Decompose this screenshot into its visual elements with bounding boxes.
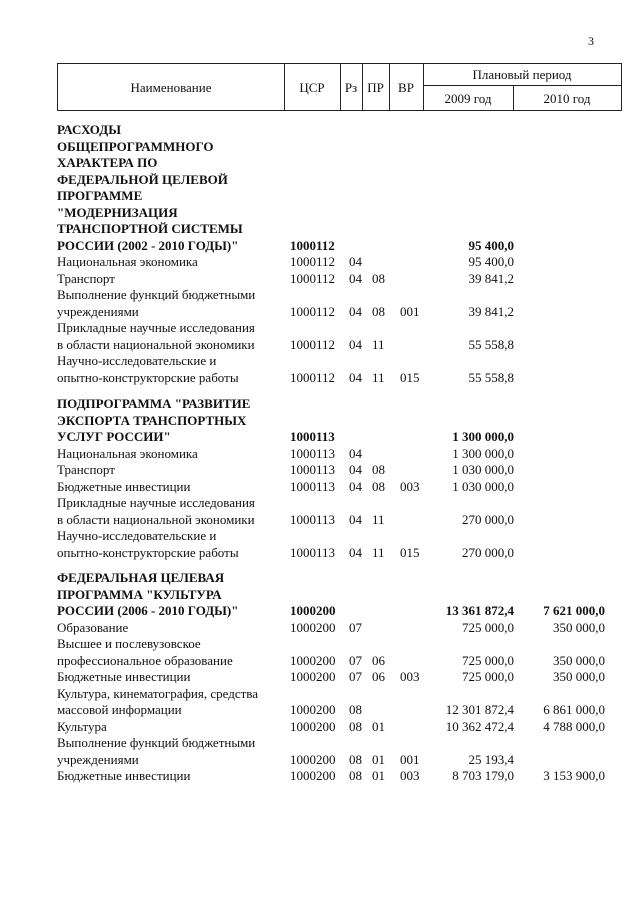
row-value-2009: 10 362 472,4 [445, 718, 514, 734]
row-name-line: Образование [57, 619, 129, 635]
row-value-2009: 95 400,0 [468, 254, 514, 269]
row-vr: 003 [400, 669, 420, 684]
section-title-line: ТРАНСПОРТНОЙ СИСТЕМЫ [57, 221, 243, 236]
row-csr: 1000200 [290, 751, 336, 767]
row-value-2009: 39 841,2 [468, 270, 514, 286]
section-total-value-2009: 1 300 000,0 [452, 429, 514, 444]
row-vr: 015 [400, 544, 420, 560]
row-value-2009: 725 000,0 [462, 652, 514, 668]
row-pr: 06 [372, 669, 385, 684]
row-value-2009: 1 300 000,0 [452, 445, 514, 461]
row-value-2009: 55 558,8 [468, 336, 514, 352]
section-total-value-2009: 13 361 872,4 [445, 603, 514, 618]
row-pr: 08 [372, 303, 385, 319]
section-title-line: ФЕДЕРАЛЬНАЯ ЦЕЛЕВАЯ [57, 570, 225, 585]
row-rz: 08 [349, 768, 362, 783]
row-name-line: в области национальной экономики [57, 511, 255, 527]
row-vr: 003 [400, 478, 420, 494]
row-rz: 07 [349, 669, 362, 684]
row-vr: 001 [400, 751, 420, 767]
row-value-2010: 4 788 000,0 [543, 718, 605, 734]
row-name-line: Бюджетные инвестиции [57, 669, 191, 684]
row-name-line: Научно-исследовательские и [57, 353, 217, 368]
header-year-2009: 2009 год [444, 91, 492, 106]
header-divider [423, 85, 621, 86]
section-title-line: ЭКСПОРТА ТРАНСПОРТНЫХ [57, 412, 247, 428]
table-header [57, 63, 622, 111]
section-title-line: ПОДПРОГРАММА "РАЗВИТИЕ [57, 396, 251, 411]
row-pr: 11 [372, 511, 385, 527]
row-value-2009: 270 000,0 [462, 544, 514, 560]
section-title-line: РОССИИ (2002 - 2010 ГОДЫ)" [57, 237, 239, 253]
row-vr: 015 [400, 369, 420, 385]
section-total-csr: 1000113 [290, 429, 335, 444]
row-name-line: опытно-конструкторские работы [57, 544, 239, 560]
row-csr: 1000112 [290, 254, 336, 269]
row-csr: 1000200 [290, 619, 336, 635]
section-title-line: ФЕДЕРАЛЬНОЙ ЦЕЛЕВОЙ [57, 171, 228, 187]
row-rz: 04 [349, 478, 362, 494]
row-name-line: Выполнение функций бюджетными [57, 287, 256, 302]
row-name-line: Научно-исследовательские и [57, 528, 217, 543]
row-value-2009: 8 703 179,0 [452, 768, 514, 783]
row-value-2009: 725 000,0 [462, 669, 514, 684]
row-name-line: Культура, кинематография, средства [57, 685, 259, 701]
row-pr: 08 [372, 478, 385, 494]
section-title-line: ХАРАКТЕРА ПО [57, 155, 158, 170]
row-csr: 1000200 [290, 702, 336, 717]
row-csr: 1000113 [290, 544, 336, 560]
row-rz: 04 [349, 254, 362, 269]
row-value-2009: 55 558,8 [468, 369, 514, 385]
row-rz: 04 [349, 511, 362, 527]
section-title-line: УСЛУГ РОССИИ" [57, 429, 171, 444]
row-vr: 003 [400, 768, 420, 783]
page-number: 3 [588, 34, 594, 48]
row-csr: 1000200 [290, 652, 336, 668]
row-name-line: учреждениями [57, 303, 139, 319]
row-rz: 04 [349, 462, 362, 477]
row-name-line: Бюджетные инвестиции [57, 768, 191, 783]
row-csr: 1000113 [290, 445, 336, 461]
row-rz: 07 [349, 619, 362, 635]
row-value-2009: 25 193,4 [468, 751, 514, 767]
row-value-2009: 725 000,0 [462, 619, 514, 635]
row-csr: 1000200 [290, 768, 336, 783]
row-rz: 08 [349, 751, 362, 767]
row-name-line: Высшее и послевузовское [57, 636, 201, 651]
row-value-2010: 350 000,0 [553, 619, 605, 635]
row-value-2009: 270 000,0 [462, 511, 514, 527]
row-name-line: в области национальной экономики [57, 336, 255, 352]
row-pr: 01 [372, 751, 385, 767]
row-value-2010: 3 153 900,0 [543, 768, 605, 783]
row-value-2010: 350 000,0 [553, 652, 605, 668]
row-name-line: Транспорт [57, 462, 115, 477]
row-csr: 1000113 [290, 511, 336, 527]
row-csr: 1000112 [290, 369, 336, 385]
row-rz: 08 [349, 718, 362, 734]
row-csr: 1000112 [290, 336, 336, 352]
row-value-2009: 12 301 872,4 [445, 702, 514, 717]
row-name-line: Транспорт [57, 270, 115, 286]
row-pr: 11 [372, 544, 385, 560]
row-pr: 11 [372, 369, 385, 385]
row-rz: 04 [349, 270, 362, 286]
row-value-2010: 350 000,0 [553, 669, 605, 684]
row-name-line: опытно-конструкторские работы [57, 369, 239, 385]
header-vr: ВР [398, 80, 414, 95]
section-title-line: РОССИИ (2006 - 2010 ГОДЫ)" [57, 603, 239, 618]
row-pr: 06 [372, 652, 385, 668]
header-planned-period: Плановый период [472, 67, 572, 82]
row-name-line: Прикладные научные исследования [57, 495, 255, 510]
row-name-line: массовой информации [57, 702, 182, 717]
row-value-2009: 1 030 000,0 [452, 478, 514, 494]
row-pr: 01 [372, 718, 385, 734]
row-name-line: Национальная экономика [57, 254, 198, 269]
section-total-value-2009: 95 400,0 [468, 237, 514, 253]
section-title-line: ОБЩЕПРОГРАММНОГО [57, 138, 214, 154]
row-rz: 07 [349, 652, 362, 668]
section-title-line: ПРОГРАММА "КУЛЬТУРА [57, 586, 222, 602]
section-total-value-2010: 7 621 000,0 [543, 603, 605, 618]
row-vr: 001 [400, 303, 420, 319]
row-rz: 04 [349, 336, 362, 352]
row-value-2009: 39 841,2 [468, 303, 514, 319]
row-pr: 08 [372, 462, 385, 477]
section-total-csr: 1000112 [290, 237, 335, 253]
row-csr: 1000113 [290, 462, 336, 477]
row-csr: 1000200 [290, 669, 336, 684]
row-pr: 01 [372, 768, 385, 783]
row-rz: 08 [349, 702, 362, 717]
row-name-line: учреждениями [57, 751, 139, 767]
header-csr: ЦСР [299, 80, 325, 95]
row-name-line: Культура [57, 718, 107, 734]
row-name-line: профессиональное образование [57, 652, 233, 668]
row-rz: 04 [349, 544, 362, 560]
row-csr: 1000112 [290, 270, 336, 286]
row-csr: 1000113 [290, 478, 336, 494]
row-pr: 11 [372, 336, 385, 352]
row-name-line: Национальная экономика [57, 445, 198, 461]
header-rz: Рз [344, 80, 358, 95]
section-total-csr: 1000200 [290, 603, 336, 618]
row-value-2010: 6 861 000,0 [543, 702, 605, 717]
section-title-line: РАСХОДЫ [57, 122, 121, 137]
row-value-2009: 1 030 000,0 [452, 462, 514, 477]
section-title-line: "МОДЕРНИЗАЦИЯ [57, 204, 178, 220]
row-csr: 1000200 [290, 718, 336, 734]
row-rz: 04 [349, 303, 362, 319]
row-csr: 1000112 [290, 303, 336, 319]
row-name-line: Бюджетные инвестиции [57, 478, 191, 494]
row-name-line: Прикладные научные исследования [57, 320, 255, 335]
header-name: Наименование [130, 80, 212, 95]
header-pr: ПР [367, 80, 384, 95]
row-rz: 04 [349, 369, 362, 385]
header-year-2010: 2010 год [543, 91, 591, 106]
row-pr: 08 [372, 270, 385, 286]
row-name-line: Выполнение функций бюджетными [57, 735, 256, 750]
row-rz: 04 [349, 445, 362, 461]
section-title-line: ПРОГРАММЕ [57, 188, 143, 203]
